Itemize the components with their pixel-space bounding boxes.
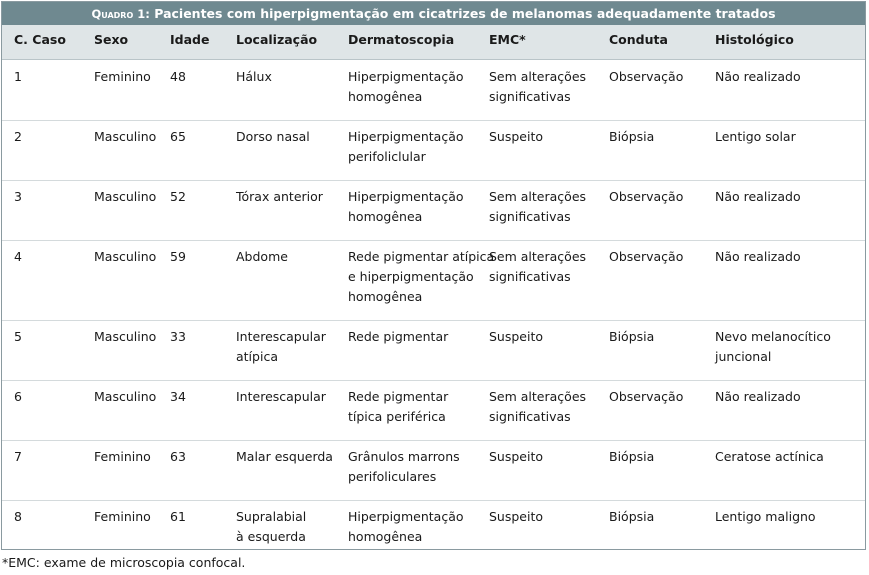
header-conduct: Conduta <box>609 32 668 47</box>
table-row <box>2 60 865 121</box>
cell-conduct: Biópsia <box>609 129 655 144</box>
cell-age: 61 <box>170 509 186 524</box>
cell-emc: Suspeito <box>489 129 544 144</box>
cell-dermatoscopy: Hiperpigmentação homogênea <box>348 189 464 224</box>
cell-dermatoscopy: Rede pigmentar típica periférica <box>348 389 449 424</box>
cell-emc: Suspeito <box>489 329 544 344</box>
cell-age: 33 <box>170 329 186 344</box>
cell-location: Interescapular atípica <box>236 329 326 364</box>
table-row <box>2 500 865 549</box>
header-location: Localização <box>236 32 318 47</box>
cell-histology: Não realizado <box>715 189 801 204</box>
cell-histology: Lentigo maligno <box>715 509 816 524</box>
cell-location: Malar esquerda <box>236 449 333 464</box>
cell-emc: Suspeito <box>489 509 544 524</box>
cell-sex: Masculino <box>94 329 157 344</box>
header-histology: Histológico <box>715 32 794 47</box>
table-row <box>2 380 865 441</box>
cell-emc: Sem alterações significativas <box>489 249 587 284</box>
cell-conduct: Observação <box>609 69 684 84</box>
table-row <box>2 120 865 181</box>
cell-sex: Masculino <box>94 129 157 144</box>
cell-histology: Nevo melanocítico juncional <box>715 329 831 364</box>
cell-location: Tórax anterior <box>236 189 323 204</box>
cell-age: 63 <box>170 449 186 464</box>
cell-dermatoscopy: Hiperpigmentação homogênea <box>348 509 464 544</box>
cell-emc: Sem alterações significativas <box>489 69 587 104</box>
cell-emc: Sem alterações significativas <box>489 189 587 224</box>
cell-location: Dorso nasal <box>236 129 310 144</box>
cell-case: 2 <box>14 129 22 144</box>
header-emc: EMC* <box>489 32 526 47</box>
cell-dermatoscopy: Rede pigmentar atípica e hiperpigmentação homogênea <box>348 249 495 304</box>
table-title <box>2 2 865 25</box>
cell-dermatoscopy: Hiperpigmentação homogênea <box>348 69 464 104</box>
cell-case: 6 <box>14 389 22 404</box>
cell-sex: Masculino <box>94 189 157 204</box>
cell-age: 59 <box>170 249 186 264</box>
cell-age: 65 <box>170 129 186 144</box>
cell-histology: Não realizado <box>715 389 801 404</box>
cell-dermatoscopy: Hiperpigmentação perifoliclular <box>348 129 464 164</box>
cell-sex: Feminino <box>94 509 151 524</box>
header-age: Idade <box>170 32 210 47</box>
cell-sex: Masculino <box>94 249 157 264</box>
cell-location: Interescapular <box>236 389 326 404</box>
cell-histology: Lentigo solar <box>715 129 796 144</box>
cell-case: 1 <box>14 69 22 84</box>
cell-age: 34 <box>170 389 186 404</box>
table-title-text: Pacientes com hiperpigmentação em cicatrizes de melanomas adequadamente tratados <box>149 6 776 21</box>
table-title-prefix: Quadro 1: <box>91 7 150 21</box>
header-sex: Sexo <box>94 32 129 47</box>
table-footnote: *EMC: exame de microscopia confocal. <box>2 555 246 570</box>
cell-conduct: Observação <box>609 249 684 264</box>
cell-dermatoscopy: Grânulos marrons perifoliculares <box>348 449 460 484</box>
cell-case: 3 <box>14 189 22 204</box>
cell-case: 5 <box>14 329 22 344</box>
table-row <box>2 320 865 381</box>
cell-conduct: Observação <box>609 389 684 404</box>
cell-conduct: Observação <box>609 189 684 204</box>
cell-histology: Não realizado <box>715 249 801 264</box>
table-row <box>2 240 865 321</box>
table-header-row <box>2 25 865 60</box>
data-table <box>1 1 866 550</box>
cell-age: 48 <box>170 69 186 84</box>
header-case: C. Caso <box>14 32 66 47</box>
cell-conduct: Biópsia <box>609 449 655 464</box>
cell-histology: Ceratose actínica <box>715 449 824 464</box>
cell-conduct: Biópsia <box>609 329 655 344</box>
header-dermatoscopy: Dermatoscopia <box>348 32 455 47</box>
cell-dermatoscopy: Rede pigmentar <box>348 329 449 344</box>
table-row <box>2 440 865 501</box>
cell-age: 52 <box>170 189 186 204</box>
cell-location: Supralabial à esquerda <box>236 509 307 544</box>
cell-case: 7 <box>14 449 22 464</box>
cell-case: 8 <box>14 509 22 524</box>
cell-histology: Não realizado <box>715 69 801 84</box>
cell-sex: Feminino <box>94 449 151 464</box>
cell-conduct: Biópsia <box>609 509 655 524</box>
cell-sex: Feminino <box>94 69 151 84</box>
table-row <box>2 180 865 241</box>
cell-location: Abdome <box>236 249 288 264</box>
cell-emc: Suspeito <box>489 449 544 464</box>
cell-emc: Sem alterações significativas <box>489 389 587 424</box>
cell-sex: Masculino <box>94 389 157 404</box>
cell-case: 4 <box>14 249 22 264</box>
cell-location: Hálux <box>236 69 272 84</box>
